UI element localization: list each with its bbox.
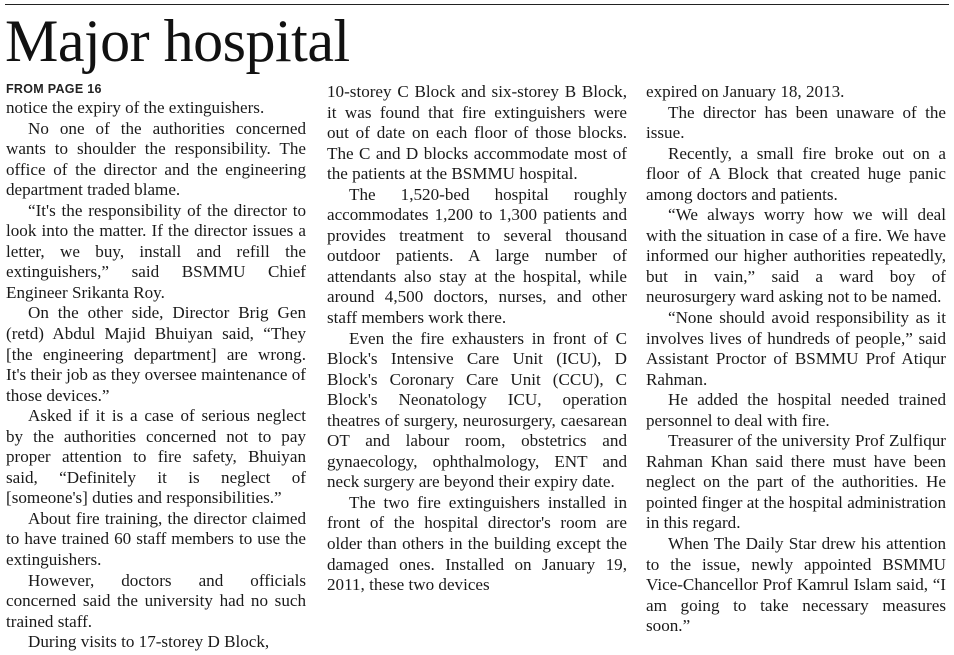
paragraph: 10-storey C Block and six-storey B Block, it was found that fire extinguishers were out of date on each floor of those blocks. The C and D blocks accommodate most of the patients at the BSMMU hospital.	[327, 82, 627, 184]
paragraph: On the other side, Director Brig Gen (retd) Abdul Majid Bhuiyan said, “They [the engineering department] are wrong. It's their job as they oversee maintenance of those devices.”	[6, 303, 306, 405]
column-3	[646, 82, 946, 637]
paragraph: The two fire extinguishers installed in front of the hospital director's room are older than others in the building except the damaged ones. Installed on January 19, 2011, these two devices	[327, 492, 627, 595]
continued-from-kicker: FROM PAGE 16	[6, 82, 102, 96]
paragraph: expired on January 18, 2013.	[646, 82, 845, 101]
paragraph: “None should avoid responsibility as it involves lives of hundreds of people,” said Assistant Proctor of BSMMU Prof Atiqur Rahman.	[646, 308, 946, 389]
paragraph: No one of the authorities concerned wants to shoulder the responsibility. The office of the director and the engineering department traded blame.	[6, 118, 306, 200]
paragraph: Asked if it is a case of serious neglect by the authorities concerned not to pay proper attention to fire safety, Bhuiyan said, “Definitely it is neglect of [someone's] duties and responsibilities.”	[6, 406, 306, 508]
paragraph: Even the fire exhausters in front of C Block's Intensive Care Unit (ICU), D Block's Coronary Care Unit (CCU), C Block's Neonatology ICU, operation theatres of surgery, neurosurgery, caesarean OT and labour room, obstetrics and gynaecology, ophthalmology, ENT and neck surgery are beyond their expiry date.	[327, 328, 627, 492]
headline: Major hospital	[5, 8, 350, 74]
paragraph: However, doctors and officials concerned said the university had no such trained staff.	[6, 570, 306, 631]
paragraph: Recently, a small fire broke out on a floor of A Block that created huge panic among doctors and patients.	[646, 143, 946, 204]
paragraph: The director has been unaware of the issue.	[646, 102, 946, 143]
paragraph: “It's the responsibility of the director to look into the matter. If the director issues a letter, we buy, install and refill the extinguishers,” said BSMMU Chief Engineer Srikanta Roy.	[6, 200, 306, 302]
paragraph: notice the expiry of the extinguishers.	[6, 98, 265, 117]
top-rule	[5, 4, 949, 5]
paragraph: He added the hospital needed trained personnel to deal with fire.	[646, 390, 946, 430]
paragraph: Treasurer of the university Prof Zulfiqur Rahman Khan said there must have been neglect on the part of the authorities. He pointed finger at the hospital administration in this regard.	[646, 431, 946, 533]
paragraph: About fire training, the director claimed to have trained 60 staff members to use the extinguishers.	[6, 508, 306, 570]
paragraph: The 1,520-bed hospital roughly accommodates 1,200 to 1,300 patients and provides treatment to several thousand outdoor patients. A large number of attendants also stay at the hospital, while around 4,500 doctors, nurses, and other staff members work there.	[327, 184, 627, 328]
paragraph: When The Daily Star drew his attention to the issue, newly appointed BSMMU Vice-Chancellor Prof Kamrul Islam said, “I am going to take necessary measures soon.”	[646, 534, 946, 636]
paragraph: “We always worry how we will deal with the situation in case of a fire. We have informed our higher authorities repeatedly, but in vain,” said a ward boy of neurosurgery ward asking not to be named.	[646, 205, 946, 307]
column-2	[327, 82, 627, 596]
column-1	[6, 82, 306, 653]
paragraph: During visits to 17-storey D Block,	[28, 632, 270, 652]
